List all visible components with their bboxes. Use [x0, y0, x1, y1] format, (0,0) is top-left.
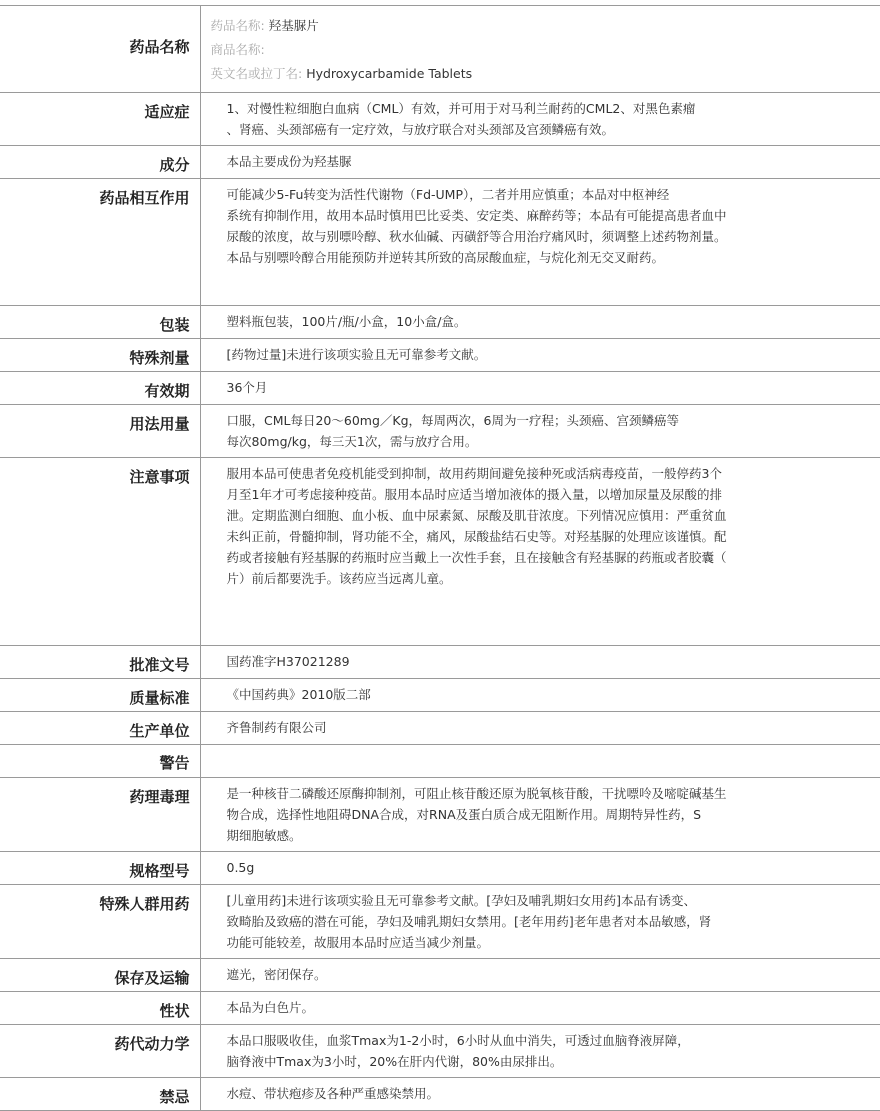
- row-value-line: 36个月: [226, 380, 268, 395]
- row-value-line: 、肾癌、头颈部癌有一定疗效，与放疗联合对头颈部及宫颈鳞癌有效。: [226, 122, 615, 137]
- row-value: [200, 306, 880, 339]
- row-storage: [0, 959, 880, 992]
- row-value-line: 是一种核苷二磷酸还原酶抑制剂，可阻止核苷酸还原为脱氧核苷酸，干扰嘌呤及嘧啶碱基生: [226, 786, 727, 801]
- row-value: [200, 1078, 880, 1111]
- row-packaging: [0, 306, 880, 339]
- english-name-value: Hydroxycarbamide Tablets: [306, 66, 473, 81]
- row-value-line: 1、对慢性粒细胞白血病（CML）有效，并可用于对马利兰耐药的CML2、对黑色素瘤: [226, 101, 696, 116]
- row-value-line: 药或者接触有羟基脲的药瓶时应当戴上一次性手套，且在接触含有羟基脲的药瓶或者胶囊（: [226, 550, 727, 565]
- row-value: [200, 372, 880, 405]
- row-value-line: [儿童用药]未进行该项实验且无可靠参考文献。[孕妇及哺乳期妇女用药]本品有诱变、: [226, 893, 697, 908]
- row-value: [200, 712, 880, 745]
- row-value-line: 脑脊液中Tmax为3小时，20%在肝内代谢，80%由尿排出。: [226, 1054, 563, 1069]
- row-overdose: [0, 339, 880, 372]
- row-value-line: 本品主要成份为羟基脲: [226, 154, 352, 169]
- row-label: 生产单位: [0, 712, 200, 745]
- row-value-line: 致畸胎及致癌的潜在可能，孕妇及哺乳期妇女禁用。[老年用药]老年患者对本品敏感，肾: [226, 914, 712, 929]
- row-appearance: [0, 992, 880, 1025]
- row-pharmacology: [0, 778, 880, 852]
- row-value: [200, 778, 880, 852]
- row-ingredients: [0, 146, 880, 179]
- row-value-line: 齐鲁制药有限公司: [226, 720, 327, 735]
- row-drug-name: [0, 6, 880, 93]
- generic-name-value: 羟基脲片: [268, 18, 319, 33]
- trade-name-label: 商品名称:: [210, 42, 265, 57]
- row-value: [200, 745, 880, 778]
- row-interactions: [0, 179, 880, 306]
- row-value-line: 水痘、带状疱疹及各种严重感染禁用。: [226, 1086, 440, 1101]
- row-label: 禁忌: [0, 1078, 200, 1111]
- row-value-line: [药物过量]未进行该项实验且无可靠参考文献。: [226, 347, 487, 362]
- row-value-line: 功能可能较差，故服用本品时应适当减少剂量。: [226, 935, 490, 950]
- row-indications: [0, 93, 880, 146]
- row-value: [200, 646, 880, 679]
- row-value: [200, 679, 880, 712]
- row-value-line: 月至1年才可考虑接种疫苗。服用本品时应适当增加液体的摄入量，以增加尿量及尿酸的排: [226, 487, 722, 502]
- english-name-line: [211, 62, 871, 86]
- row-value: [200, 6, 880, 93]
- row-value: [200, 146, 880, 179]
- row-value: [200, 179, 880, 306]
- row-value-line: 塑料瓶包装，100片/瓶/小盒，10小盒/盒。: [226, 314, 467, 329]
- row-label: 用法用量: [0, 405, 200, 458]
- row-label: 适应症: [0, 93, 200, 146]
- row-value: [200, 1025, 880, 1078]
- row-value-line: 本品与别嘌呤醇合用能预防并逆转其所致的高尿酸血症，与烷化剂无交叉耐药。: [226, 250, 665, 265]
- row-label: 注意事项: [0, 458, 200, 646]
- row-label: 规格型号: [0, 852, 200, 885]
- row-value-line: 0.5g: [226, 860, 255, 875]
- row-label: 有效期: [0, 372, 200, 405]
- row-warning: [0, 745, 880, 778]
- row-value-line: 泄。定期监测白细胞、血小板、血中尿素氮、尿酸及肌苷浓度。下列情况应慎用：严重贫血: [226, 508, 727, 523]
- row-pharmacokinetics: [0, 1025, 880, 1078]
- generic-name-label: 药品名称:: [210, 18, 265, 33]
- row-value: [200, 852, 880, 885]
- row-value-line: 物合成，选择性地阻碍DNA合成，对RNA及蛋白质合成无阻断作用。周期特异性药，S: [226, 807, 702, 822]
- row-value-line: 未纠正前，骨髓抑制，肾功能不全，痛风，尿酸盐结石史等。对羟基脲的处理应该谨慎。配: [226, 529, 727, 544]
- row-value-line: 国药准字H37021289: [226, 654, 350, 669]
- row-label: 药理毒理: [0, 778, 200, 852]
- row-value: [200, 959, 880, 992]
- drug-info-table-body: [0, 6, 880, 1111]
- row-value: [200, 93, 880, 146]
- row-approval: [0, 646, 880, 679]
- row-value-line: 每次80mg/kg，每三天1次，需与放疗合用。: [226, 434, 478, 449]
- trade-name-line: [211, 38, 871, 62]
- row-label: 特殊剂量: [0, 339, 200, 372]
- row-value: [200, 405, 880, 458]
- row-specification: [0, 852, 880, 885]
- row-shelf-life: [0, 372, 880, 405]
- row-contraindications: [0, 1078, 880, 1111]
- row-value-line: 口服，CML每日20～60mg／Kg，每周两次，6周为一疗程；头颈癌、宫颈鳞癌等: [226, 413, 679, 428]
- row-value-line: 期细胞敏感。: [226, 828, 302, 843]
- row-value-line: 服用本品可使患者免疫机能受到抑制，故用药期间避免接种死或活病毒疫苗，一般停药3个: [226, 466, 722, 481]
- row-label: 药品名称: [0, 6, 200, 93]
- generic-name-line: [211, 14, 871, 38]
- row-value-line: 片）前后都要洗手。该药应当远离儿童。: [226, 571, 452, 586]
- row-special-populations: [0, 885, 880, 959]
- row-value-line: 本品口服吸收佳，血浆Tmax为1-2小时，6小时从血中消失，可透过血脑脊液屏障，: [226, 1033, 690, 1048]
- row-value-line: 《中国药典》2010版二部: [226, 687, 371, 702]
- row-label: 质量标准: [0, 679, 200, 712]
- row-value-line: 本品为白色片。: [226, 1000, 315, 1015]
- row-label: 特殊人群用药: [0, 885, 200, 959]
- row-manufacturer: [0, 712, 880, 745]
- row-value-line: 系统有抑制作用，故用本品时慎用巴比妥类、安定类、麻醉药等；本品有可能提高患者血中: [226, 208, 727, 223]
- row-dosage: [0, 405, 880, 458]
- row-label: 包装: [0, 306, 200, 339]
- drug-info-sheet: [0, 5, 880, 1111]
- row-label: 药品相互作用: [0, 179, 200, 306]
- row-standard: [0, 679, 880, 712]
- row-label: 成分: [0, 146, 200, 179]
- row-value: [200, 339, 880, 372]
- row-label: 保存及运输: [0, 959, 200, 992]
- row-value: [200, 992, 880, 1025]
- row-value-line: 遮光，密闭保存。: [226, 967, 327, 982]
- row-value-line: 可能减少5-Fu转变为活性代谢物（Fd-UMP），二者并用应慎重；本品对中枢神经: [226, 187, 670, 202]
- row-value: [200, 458, 880, 646]
- english-name-label: 英文名或拉丁名:: [210, 66, 303, 81]
- row-label: 批准文号: [0, 646, 200, 679]
- row-value-line: 尿酸的浓度，故与别嘌呤醇、秋水仙碱、丙磺舒等合用治疗痛风时，须调整上述药物剂量。: [226, 229, 727, 244]
- row-label: 性状: [0, 992, 200, 1025]
- row-value: [200, 885, 880, 959]
- row-label: 药代动力学: [0, 1025, 200, 1078]
- row-precautions: [0, 458, 880, 646]
- drug-info-table: [0, 5, 880, 1111]
- row-label: 警告: [0, 745, 200, 778]
